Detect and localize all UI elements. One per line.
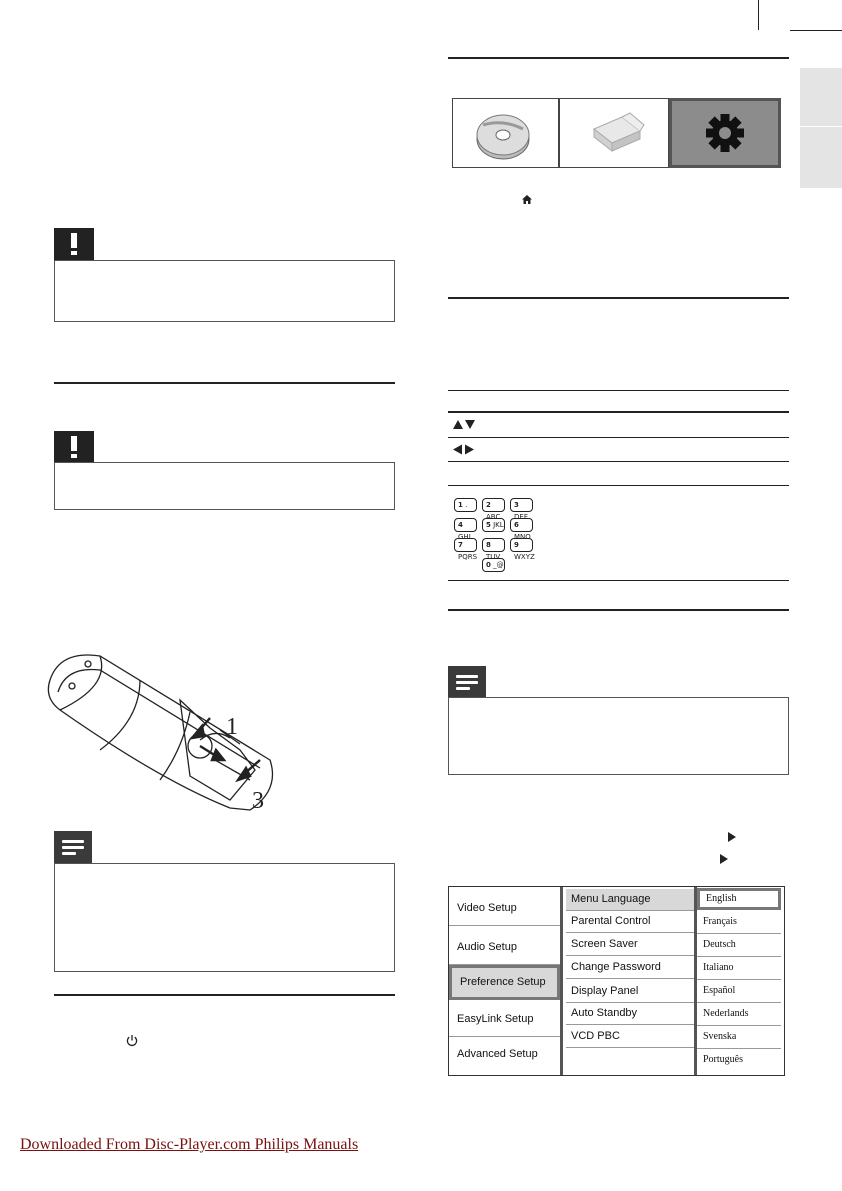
up-down-arrows-icon [452,419,476,430]
item-parental-control[interactable]: Parental Control [566,911,694,933]
option-espanol[interactable]: Español [697,981,781,1003]
setup-menu [448,886,785,1076]
option-italiano[interactable]: Italiano [697,958,781,980]
category-audio-setup[interactable]: Audio Setup [449,930,560,965]
section-rule [54,994,395,996]
item-menu-language[interactable]: Menu Language [566,889,694,911]
left-right-arrows-icon [452,444,476,455]
usb-drive-icon [560,99,668,167]
key-4[interactable]: 4 GHI [454,518,477,532]
home-icon [521,194,533,205]
item-display-panel[interactable]: Display Panel [566,981,694,1003]
key-3[interactable]: 3 DEF [510,498,533,512]
table-rule [448,580,789,581]
item-auto-standby[interactable]: Auto Standby [566,1003,694,1025]
gear-icon [672,101,778,165]
item-change-password[interactable]: Change Password [566,957,694,979]
note-box [54,863,395,972]
setup-category-list [449,887,563,1075]
disc-icon [453,99,558,167]
remote-battery-illustration [40,640,280,820]
item-screen-saver[interactable]: Screen Saver [566,934,694,956]
key-0[interactable]: 0 _@ [482,558,505,572]
callout-3: 3 [252,788,264,814]
note-icon [448,666,486,698]
callout-1: 1 [226,714,238,740]
section-rule [448,57,789,59]
language-tab [800,68,842,188]
key-8[interactable]: 8 TUV [482,538,505,552]
power-icon [126,1034,138,1047]
option-english[interactable]: English [697,888,781,910]
section-rule [448,609,789,611]
category-advanced-setup[interactable]: Advanced Setup [457,1048,538,1060]
usb-tile[interactable] [559,98,669,168]
option-francais[interactable]: Français [697,912,781,934]
caution-icon [54,228,94,260]
category-preference-setup[interactable]: Preference Setup [449,965,560,1000]
tab-divider [800,126,842,127]
key-1[interactable]: 1 . [454,498,477,512]
crop-mark [758,0,759,30]
key-2[interactable]: 2 ABC [482,498,505,512]
option-portugues[interactable]: Português [703,1054,743,1065]
caution-icon [54,431,94,463]
item-vcd-pbc[interactable]: VCD PBC [566,1026,694,1048]
play-icon [720,854,728,864]
option-svenska[interactable]: Svenska [697,1027,781,1049]
section-rule [448,297,789,299]
key-9[interactable]: 9 WXYZ [510,538,533,552]
table-rule [448,485,789,486]
section-rule [54,382,395,384]
note-box [448,697,789,775]
footer-source-link[interactable]: Downloaded From Disc-Player.com Philips Manuals [20,1136,359,1153]
option-deutsch[interactable]: Deutsch [697,935,781,957]
table-rule [448,390,789,391]
play-icon [728,832,736,842]
key-5[interactable]: 5 JKL [482,518,505,532]
caution-box [54,462,395,510]
category-video-setup[interactable]: Video Setup [449,891,560,926]
caution-box [54,260,395,322]
setup-tile[interactable] [669,98,781,168]
crop-mark [790,30,842,31]
table-rule [448,461,789,462]
category-easylink-setup[interactable]: EasyLink Setup [449,1002,560,1037]
table-rule [448,437,789,438]
key-6[interactable]: 6 MNO [510,518,533,532]
note-icon [54,831,92,863]
key-7[interactable]: 7 PQRS [454,538,477,552]
option-nederlands[interactable]: Nederlands [697,1004,781,1026]
disc-tile[interactable] [452,98,559,168]
table-rule [448,411,789,413]
